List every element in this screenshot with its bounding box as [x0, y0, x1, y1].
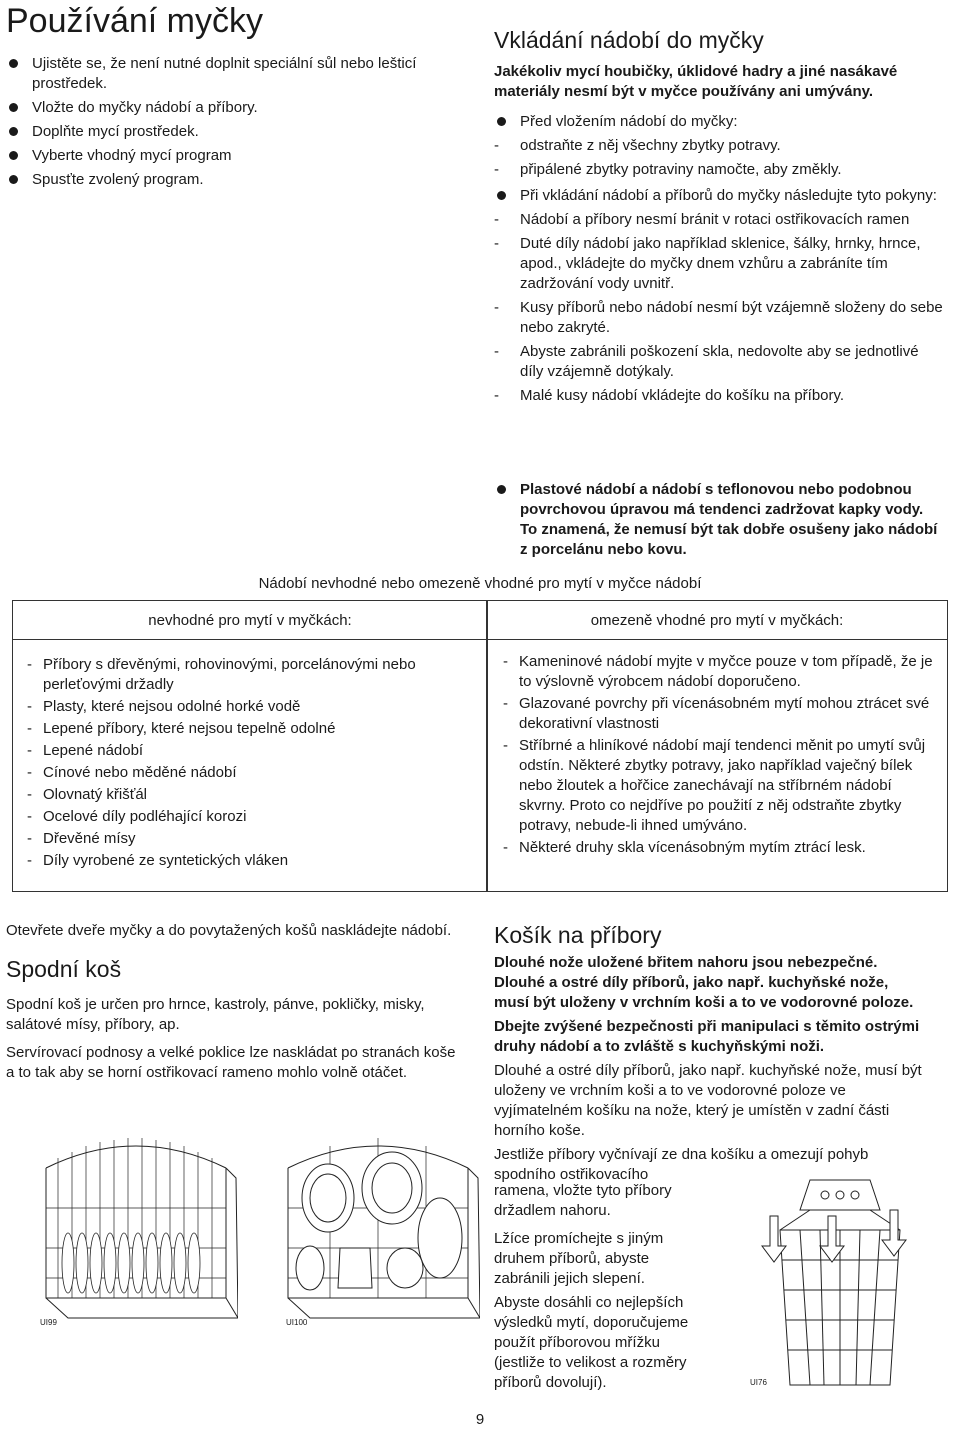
cutlery-bold-2: Dbejte zvýšené bezpečnosti při manipulaci s těmito ostrými druhy nádobí a to zvláště s kuchyňskými noži.: [494, 1018, 920, 1055]
when-item: - Duté díly nádobí jako například sklenice, šálky, hrnky, hrnce, apod., vkládejte do myčky dnem vzhůru a zabráníte tím zadržování vody uvnitř.: [494, 234, 944, 294]
lower-basket-title: Spodní koš: [6, 956, 122, 982]
limited-box: [486, 600, 948, 892]
limited-item: - Kameninové nádobí myjte v myčce pouze v tom případě, že je to výslovně výrobcem nádobí doporučeno.: [503, 652, 933, 692]
unsuitable-item: - Lepené příbory, které nejsou tepelně odolné: [27, 719, 467, 739]
unsuitable-item: - Dřevěné mísy: [27, 829, 467, 849]
cutlery-section: [494, 921, 924, 1189]
unsuitable-item: - Příbory s dřevěnými, rohovinovými, porcelánovými nebo perleťovými držadly: [27, 655, 467, 695]
cutlery-p4: Abyste dosáhli co nejlepších výsledků mytí, doporučujeme použít příborovou mřížku (jestliže to velikost a rozměry příborů dovolují).: [494, 1294, 689, 1391]
plastic-note-text: Plastové nádobí a nádobí s teflonovou nebo podobnou povrchovou úpravou má tendenci zadržovat kapky vody. To znamená, že nemusí být tak dobře osušeny jako nádobí z porcelánu nebo kovu.: [494, 480, 944, 560]
page-title: Používání myčky: [6, 2, 263, 40]
cutlery-p3: Lžíce promíchejte s jiným druhem příborů, abyste zabránili jejich slepení.: [494, 1230, 664, 1287]
cutlery-lower-text: [494, 1181, 694, 1397]
figure-label-ui99: UI99: [40, 1318, 57, 1327]
loading-section: [494, 26, 944, 410]
limited-item: - Stříbrné a hliníkové nádobí mají tendenci měnit po umytí svůj odstín. Některé zbytky potravy, jako například vaječný bílek nebo žloutek a hořčice zanechávají na stříbrném nádobí skvrny. Proto co nejdříve po použití z něj odstraňte zbytky potravy, nebude-li ihned umýváno.: [503, 736, 933, 836]
before-item: - připálené zbytky potraviny namočte, aby změkly.: [494, 160, 944, 180]
cutlery-title: Košík na příbory: [494, 922, 662, 948]
usage-step: Vyberte vhodný mycí program: [6, 146, 446, 166]
figure-label-ui76: UI76: [750, 1378, 767, 1387]
plastic-note: [494, 480, 944, 564]
before-item: - odstraňte z něj všechny zbytky potravy.: [494, 136, 944, 156]
when-item: - Abyste zabránili poškození skla, nedovolte aby se jednotlivé díly vzájemně dotýkaly.: [494, 342, 944, 382]
usage-step: Ujistěte se, že není nutné doplnit speciální sůl nebo lešticí prostředek.: [6, 54, 446, 94]
page-number: 9: [475, 1411, 485, 1428]
limited-head: omezeně vhodné pro mytí v myčkách:: [487, 601, 947, 640]
table-title: Nádobí nevhodné nebo omezeně vhodné pro mytí v myčce nádobí: [258, 575, 702, 592]
unsuitable-item: - Olovnatý křišťál: [27, 785, 467, 805]
unsuitable-head: nevhodné pro mytí v myčkách:: [13, 601, 487, 640]
lower-basket-section: [6, 921, 466, 1087]
loading-warning: Jakékoliv mycí houbičky, úklidové hadry a jiné nasákavé materiály nesmí být v myčce používány ani umývány.: [494, 63, 898, 100]
unsuitable-box: [12, 600, 488, 892]
when-item: - Nádobí a příbory nesmí bránit v rotaci ostřikovacích ramen: [494, 210, 944, 230]
figure-label-ui100: UI100: [286, 1318, 308, 1327]
cutlery-p2a: Jestliže příbory vyčnívají ze dna košíku a omezují pohyb spodního ostřikovacího: [494, 1146, 869, 1183]
unsuitable-item: - Díly vyrobené ze syntetických vláken: [27, 851, 467, 871]
cutlery-p1: Dlouhé a ostré díly příborů, jako např. kuchyňské nože, musí být uloženy ve vrchním koši a to ve vodorovné poloze ve vyjímatelném košíku na nože, který je umístěn v zadní části horního koše.: [494, 1062, 922, 1139]
limited-item: - Glazované povrchy při vícenásobném mytí mohou ztrácet své dekorativní vlastnosti: [503, 694, 933, 734]
before-label: Před vložením nádobí do myčky:: [494, 112, 944, 132]
limited-item: - Některé druhy skla vícenásobným mytím ztrácí lesk.: [503, 838, 933, 858]
lower-basket-intro: Otevřete dveře myčky a do povytažených košů naskládejte nádobí.: [6, 922, 452, 939]
when-label: Při vkládání nádobí a příborů do myčky následujte tyto pokyny:: [494, 186, 944, 206]
lower-basket-p2: Servírovací podnosy a velké poklice lze naskládat po stranách koše a to tak aby se horní ostřikovací rameno mohlo volně otáčet.: [6, 1044, 456, 1081]
unsuitable-item: - Ocelové díly podléhající korozi: [27, 807, 467, 827]
unsuitable-item: - Lepené nádobí: [27, 741, 467, 761]
lower-basket-p1: Spodní koš je určen pro hrnce, kastroly, pánve, pokličky, misky, salátové mísy, příbory, ap.: [6, 996, 425, 1033]
lower-basket-illustration-2: [280, 1128, 480, 1328]
when-item: - Kusy příborů nebo nádobí nesmí být vzájemně složeny do sebe nebo zakryté.: [494, 298, 944, 338]
unsuitable-item: - Cínové nebo měděné nádobí: [27, 763, 467, 783]
lower-basket-illustration-1: [38, 1128, 238, 1328]
cutlery-bold-1: Dlouhé nože uložené břitem nahoru jsou nebezpečné. Dlouhé a ostré díly příborů, jako např. kuchyňské nože, musí být uloženy v vrchním koši a to ve vodorovné poloze.: [494, 954, 914, 1011]
usage-step: Spusťte zvolený program.: [6, 170, 446, 190]
usage-step: Vložte do myčky nádobí a příbory.: [6, 98, 446, 118]
usage-step: Doplňte mycí prostředek.: [6, 122, 446, 142]
cutlery-basket-illustration: [740, 1170, 940, 1400]
unsuitable-item: - Plasty, které nejsou odolné horké vodě: [27, 697, 467, 717]
loading-title: Vkládání nádobí do myčky: [494, 27, 764, 53]
when-item: - Malé kusy nádobí vkládejte do košíku na příbory.: [494, 386, 944, 406]
usage-steps: [6, 54, 446, 194]
cutlery-p2b: ramena, vložte tyto příbory držadlem nahoru.: [494, 1182, 672, 1219]
